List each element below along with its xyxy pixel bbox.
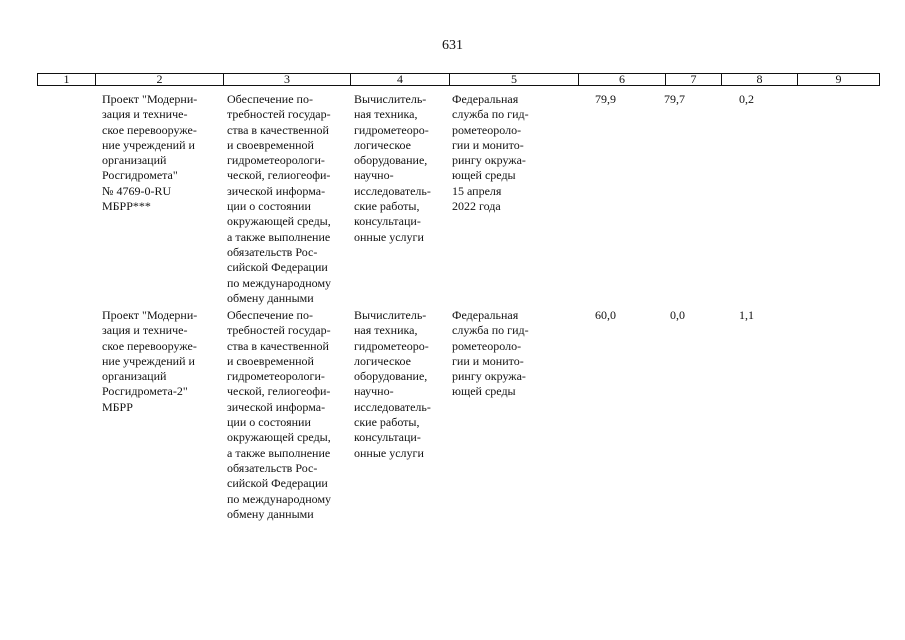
value-col-6: 60,0	[595, 308, 616, 322]
table-header	[37, 73, 880, 86]
column-header-9: 9	[835, 72, 842, 86]
project-name: Проект "Модерни- зация и техниче- ское перевооруже- ние учреждений и организаций Росгидромета" № 4769-0-RU МБРР***	[102, 92, 198, 214]
value-col-8: 1,1	[739, 308, 754, 322]
project-purpose: Обеспечение по- требностей государ- ства в качественной и своевременной гидрометеорологи- ческой, гелиогеофи- зической информа- ции о состоянии окружающей среды, а также выполнение обязательств Рос- сийской Федерации по международному обмену данными	[227, 92, 332, 305]
executing-agency: Федеральная служба по гид- рометеороло- гии и монито- рингу окружа- ющей среды 15 апреля 2022 года	[452, 92, 529, 214]
value-col-7: 0,0	[670, 308, 685, 322]
value-col-6: 79,9	[595, 92, 616, 106]
executing-agency: Федеральная служба по гид- рометеороло- гии и монито- рингу окружа- ющей среды	[452, 308, 529, 399]
column-header-7: 7	[666, 74, 722, 85]
column-header-6: 6	[579, 74, 666, 85]
procurement-goods: Вычислитель- ная техника, гидрометеоро- логическое оборудование, научно- исследователь- ские работы, консультаци- онные услуги	[354, 308, 431, 460]
column-header-3: 3	[224, 74, 351, 85]
value-col-7: 79,7	[664, 92, 685, 106]
procurement-goods: Вычислитель- ная техника, гидрометеоро- логическое оборудование, научно- исследователь- ские работы, консультаци- онные услуги	[354, 92, 431, 244]
page-number: 631	[442, 38, 463, 53]
column-header-4: 4	[351, 74, 450, 85]
column-header-1: 1	[38, 74, 96, 85]
column-header-5: 5	[450, 74, 579, 85]
project-purpose: Обеспечение по- требностей государ- ства в качественной и своевременной гидрометеорологи- ческой, гелиогеофи- зической информа- ции о состоянии окружающей среды, а также выполнение обязательств Рос- сийской Федерации по международному обмену данными	[227, 308, 332, 521]
column-header-2: 2	[96, 74, 224, 85]
column-header-8: 8	[722, 74, 798, 85]
project-name: Проект "Модерни- зация и техниче- ское перевооруже- ние учреждений и организаций Росгидромета-2" МБРР	[102, 308, 198, 414]
value-col-8: 0,2	[739, 92, 754, 106]
